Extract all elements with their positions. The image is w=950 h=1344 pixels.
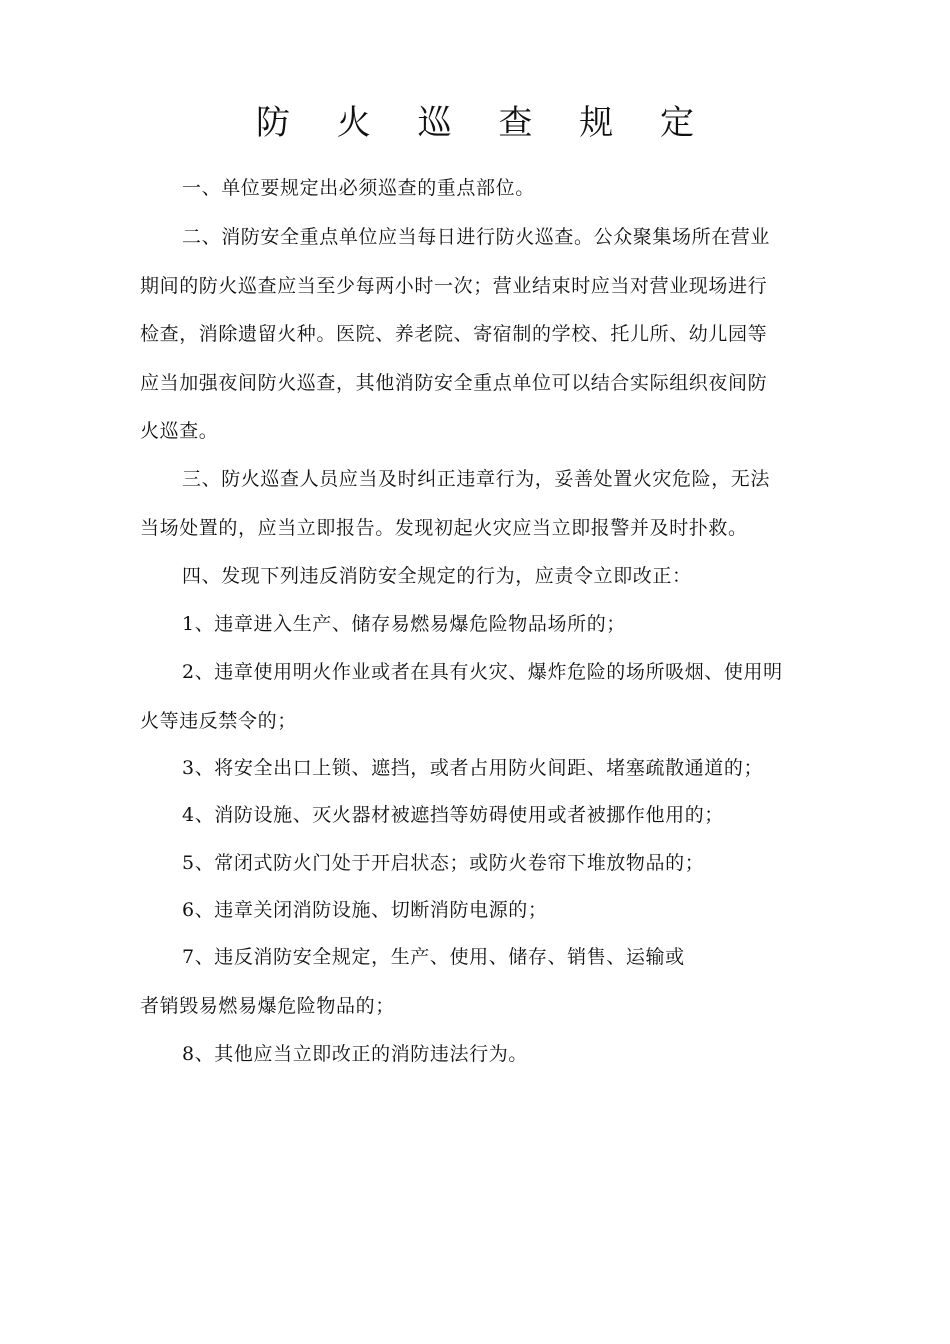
paragraph-line: 火巡查。 — [140, 420, 219, 442]
paragraph-line: 期间的防火巡查应当至少每两小时一次；营业结束时应当对营业现场进行 — [140, 274, 768, 297]
list-item-4 — [140, 791, 820, 840]
paragraph-line: 7、违反消防安全规定，生产、使用、储存、销售、运输或 — [182, 946, 685, 968]
paragraph-line: 四、发现下列违反消防安全规定的行为，应责令立即改正： — [182, 565, 692, 587]
paragraph-3 — [140, 455, 820, 552]
list-item-3 — [140, 744, 820, 793]
paragraph-line: 5、常闭式防火门处于开启状态；或防火卷帘下堆放物品的； — [182, 852, 705, 874]
paragraph-line: 者销毁易燃易爆危险物品的； — [140, 994, 395, 1017]
paragraph-line: 检查，消除遗留火种。医院、养老院、寄宿制的学校、托儿所、幼儿园等 — [140, 323, 768, 345]
paragraph-line: 1、违章进入生产、储存易燃易爆危险物品场所的； — [182, 613, 626, 635]
paragraph-line: 应当加强夜间防火巡查，其他消防安全重点单位可以结合实际组织夜间防 — [140, 371, 768, 394]
paragraph-line: 三、防火巡查人员应当及时纠正违章行为，妥善处置火灾危险，无法 — [182, 468, 771, 490]
paragraph-line: 2、违章使用明火作业或者在具有火灾、爆炸危险的场所吸烟、使用明 — [182, 661, 783, 683]
paragraph-line: 二、消防安全重点单位应当每日进行防火巡查。公众聚集场所在营业 — [182, 226, 771, 248]
paragraph-1 — [140, 164, 820, 213]
paragraph-4 — [140, 552, 820, 601]
document-title: 防 火 巡 查 规 定 — [255, 103, 713, 143]
list-item-7 — [140, 933, 820, 1030]
paragraph-line: 8、其他应当立即改正的消防违法行为。 — [182, 1043, 528, 1065]
paragraph-line: 4、消防设施、灭火器材被遮挡等妨碍使用或者被挪作他用的； — [182, 804, 724, 826]
list-item-2 — [140, 648, 820, 745]
paragraph-line: 一、单位要规定出必须巡查的重点部位。 — [182, 177, 535, 199]
list-item-5 — [140, 839, 820, 888]
list-item-1 — [140, 600, 820, 649]
list-item-8 — [140, 1030, 820, 1079]
list-item-6 — [140, 886, 820, 935]
paragraph-line: 6、违章关闭消防设施、切断消防电源的； — [182, 899, 548, 921]
paragraph-line: 火等违反禁令的； — [140, 709, 297, 732]
paragraph-line: 当场处置的，应当立即报告。发现初起火灾应当立即报警并及时扑救。 — [140, 516, 748, 539]
paragraph-line: 3、将安全出口上锁、遮挡，或者占用防火间距、堵塞疏散通道的； — [182, 757, 764, 779]
paragraph-2 — [140, 213, 820, 456]
